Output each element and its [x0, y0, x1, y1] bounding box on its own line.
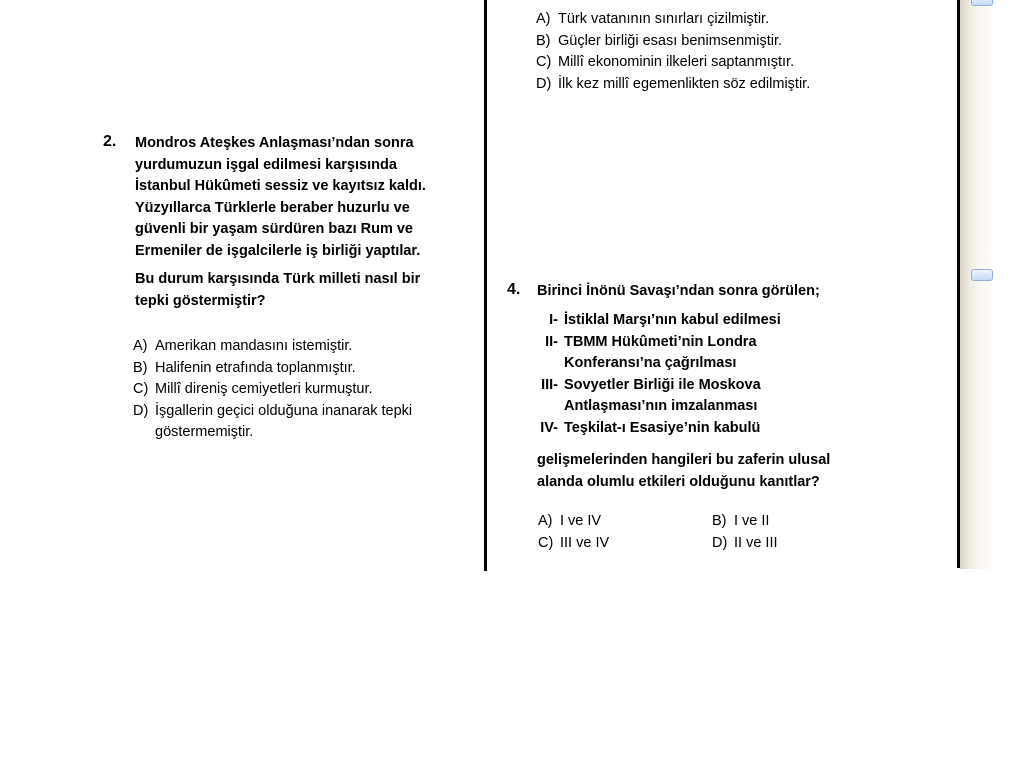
- option-text: III ve IV: [560, 534, 610, 551]
- option-label: A): [536, 11, 551, 27]
- option-label: C): [538, 534, 554, 551]
- option-cell: [712, 511, 886, 533]
- list-item-numeral: II-: [545, 333, 558, 350]
- question2-body-line: yurdumuzun işgal edilmesi karşısında: [135, 156, 397, 173]
- column-divider-line: [484, 0, 487, 571]
- option-cell: [538, 533, 712, 555]
- option-row: [133, 401, 451, 444]
- list-item: [514, 353, 781, 375]
- question4-prompt: [537, 450, 830, 493]
- option-text: İşgallerin geçici olduğuna inanarak tepki göstermemiştir.: [155, 402, 413, 440]
- question2-body: [135, 133, 426, 262]
- list-item-numeral: [514, 396, 558, 418]
- option-text: Güçler birliği esası benimsenmiştir.: [558, 32, 783, 49]
- list-item-text: İstiklal Marşı’nın kabul edilmesi: [564, 312, 781, 328]
- vertical-scrollbar-track[interactable]: [960, 0, 993, 569]
- option-label: B): [712, 513, 727, 529]
- option-text: Millî direniş cemiyetleri kurmuştur.: [155, 381, 373, 397]
- list-item-numeral: I-: [549, 312, 558, 328]
- option-label: B): [536, 32, 551, 49]
- option-text: Amerikan mandasını istemiştir.: [155, 338, 353, 354]
- option-row: [536, 52, 810, 74]
- option-label: A): [538, 513, 553, 529]
- option-row: [536, 9, 810, 31]
- question4-prompt-line: gelişmelerinden hangileri bu zaferin ulusal: [537, 452, 831, 468]
- list-item-text: Sovyetler Birliği ile Moskova: [564, 376, 761, 393]
- question4-options: [538, 511, 886, 554]
- option-label: A): [133, 338, 148, 354]
- option-row: [133, 379, 451, 401]
- list-item: [514, 375, 781, 397]
- option-text: II ve III: [734, 534, 778, 551]
- question2-body-line: güvenli bir yaşam sürdüren bazı Rum ve: [135, 221, 413, 237]
- option-text: Millî ekonominin ilkeleri saptanmıştır.: [558, 54, 795, 70]
- option-row: [538, 533, 886, 555]
- list-item: [514, 396, 781, 418]
- scrollbar-thumb[interactable]: [971, 269, 993, 281]
- question4-number: 4.: [507, 281, 521, 298]
- question3-options: [536, 9, 810, 95]
- option-text: Türk vatanının sınırları çizilmiştir.: [558, 11, 770, 27]
- option-label: C): [133, 381, 149, 397]
- question4-roman-list: [514, 310, 781, 439]
- question2-prompt: [135, 269, 420, 312]
- question4-prompt-line: alanda olumlu etkileri olduğunu kanıtlar?: [537, 473, 820, 490]
- question2-body-line: Yüzyıllarca Türklerle beraber huzurlu ve: [135, 199, 410, 216]
- option-row: [133, 358, 451, 380]
- scrollbar-thumb-partial[interactable]: [971, 0, 993, 6]
- question2-options: [133, 336, 451, 444]
- list-item: [514, 332, 781, 354]
- option-label: B): [133, 359, 148, 376]
- question2-body-line: Ermeniler de işgalcilerle iş birliği yaptılar.: [135, 242, 421, 259]
- option-label: D): [712, 534, 728, 551]
- question2-body-line: İstanbul Hükûmeti sessiz ve kayıtsız kaldı.: [135, 178, 426, 194]
- list-item-text: Konferansı’na çağrılması: [564, 355, 737, 371]
- option-row: [536, 74, 810, 96]
- option-label: D): [133, 402, 149, 419]
- option-text: İlk kez millî egemenlikten söz edilmiştir.: [558, 75, 811, 92]
- question2-number: 2.: [103, 133, 117, 150]
- question2-body-line: Mondros Ateşkes Anlaşması’ndan sonra: [135, 135, 414, 151]
- list-item: [514, 310, 781, 332]
- question2-prompt-line: tepki göstermiştir?: [135, 292, 266, 309]
- list-item-numeral: [514, 353, 558, 375]
- option-label: C): [536, 54, 552, 70]
- list-item-text: Antlaşması’nın imzalanması: [564, 398, 758, 414]
- option-text: Halifenin etrafında toplanmıştır.: [155, 359, 356, 376]
- question2-prompt-line: Bu durum karşısında Türk milleti nasıl bir: [135, 271, 421, 287]
- option-text: I ve IV: [560, 513, 602, 529]
- option-text: I ve II: [734, 513, 770, 529]
- option-row: [536, 31, 810, 53]
- list-item-numeral: III-: [541, 376, 558, 393]
- option-row: [133, 336, 451, 358]
- option-row: [538, 511, 886, 533]
- list-item: [514, 418, 781, 440]
- list-item-text: Teşkilat-ı Esasiye’nin kabulü: [564, 419, 761, 436]
- question4-intro: Birinci İnönü Savaşı’ndan sonra görülen;: [537, 283, 820, 299]
- list-item-numeral: IV-: [540, 419, 558, 436]
- option-cell: [712, 533, 886, 555]
- option-label: D): [536, 75, 552, 92]
- list-item-text: TBMM Hükûmeti’nin Londra: [564, 333, 757, 350]
- option-cell: [538, 511, 712, 533]
